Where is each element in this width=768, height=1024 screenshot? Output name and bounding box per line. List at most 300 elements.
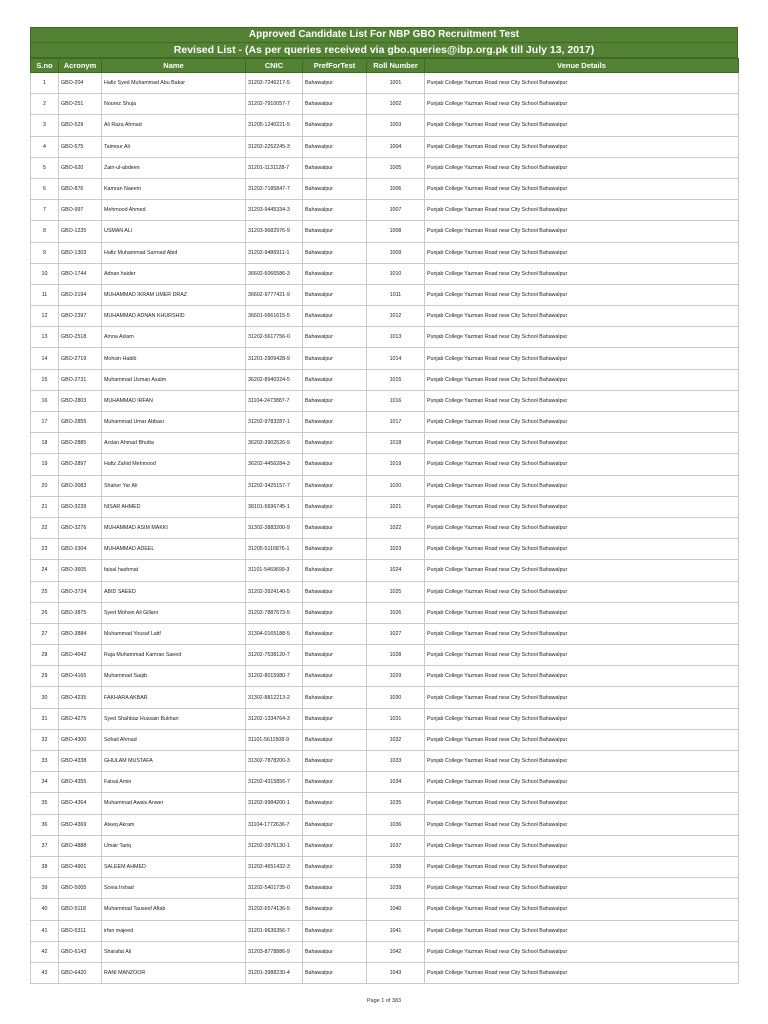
cell-roll-number: 1001 [367,73,425,94]
column-header-roll-number: Roll Number [367,59,425,73]
cell-pref-for-test: Bahawalpur [303,263,367,284]
cell-pref-for-test: Bahawalpur [303,496,367,517]
cell-acronym: GBO-4364 [59,793,102,814]
cell-roll-number: 1017 [367,412,425,433]
cell-venue-details: Punjab College Yazman Road near City School Bahawalpur [425,581,739,602]
cell-venue-details: Punjab College Yazman Road near City School Bahawalpur [425,263,739,284]
cell-sno: 4 [31,136,59,157]
cell-sno: 42 [31,941,59,962]
table-row [31,772,739,793]
table-row [31,878,739,899]
table-row [31,390,739,411]
table-row [31,539,739,560]
cell-acronym: GBO-3875 [59,602,102,623]
cell-cnic: 31202-3425157-7 [246,475,303,496]
cell-roll-number: 1020 [367,475,425,496]
cell-cnic: 31202-9486911-1 [246,242,303,263]
table-row [31,899,739,920]
cell-venue-details: Punjab College Yazman Road near City School Bahawalpur [425,962,739,983]
cell-venue-details: Punjab College Yazman Road near City School Bahawalpur [425,454,739,475]
cell-acronym: GBO-2518 [59,327,102,348]
cell-venue-details: Punjab College Yazman Road near City School Bahawalpur [425,814,739,835]
cell-name: faisal hashmat [102,560,246,581]
cell-roll-number: 1030 [367,687,425,708]
cell-cnic: 31101-5469699-3 [246,560,303,581]
cell-roll-number: 1035 [367,793,425,814]
document-subtitle: Revised List - (As per queries received via gbo.queries@ibp.org.pk till July 13, 2017) [30,43,738,58]
cell-venue-details: Punjab College Yazman Road near City School Bahawalpur [425,390,739,411]
cell-sno: 19 [31,454,59,475]
cell-name: SALEEM AHMED [102,856,246,877]
cell-pref-for-test: Bahawalpur [303,581,367,602]
cell-roll-number: 1021 [367,496,425,517]
cell-roll-number: 1014 [367,348,425,369]
cell-name: Taimour Ali [102,136,246,157]
cell-acronym: GBO-2194 [59,284,102,305]
cell-venue-details: Punjab College Yazman Road near City School Bahawalpur [425,878,739,899]
cell-name: Muhammad Yousaf Latif [102,623,246,644]
cell-roll-number: 1012 [367,306,425,327]
cell-cnic: 36601-0661615-5 [246,306,303,327]
table-row [31,306,739,327]
cell-name: Mohsin Habib [102,348,246,369]
cell-roll-number: 1003 [367,115,425,136]
cell-roll-number: 1016 [367,390,425,411]
table-row [31,369,739,390]
cell-cnic: 31203-9682976-9 [246,221,303,242]
cell-acronym: GBO-2897 [59,454,102,475]
cell-venue-details: Punjab College Yazman Road near City School Bahawalpur [425,475,739,496]
cell-acronym: GBO-5005 [59,878,102,899]
cell-cnic: 31205-1240221-5 [246,115,303,136]
cell-acronym: GBO-5311 [59,920,102,941]
cell-venue-details: Punjab College Yazman Road near City School Bahawalpur [425,517,739,538]
cell-venue-details: Punjab College Yazman Road near City School Bahawalpur [425,920,739,941]
cell-name: Nourez Shuja [102,94,246,115]
cell-name: Umair Tariq [102,835,246,856]
cell-acronym: GBO-575 [59,136,102,157]
cell-venue-details: Punjab College Yazman Road near City School Bahawalpur [425,539,739,560]
cell-sno: 24 [31,560,59,581]
cell-cnic: 31202-7910057-7 [246,94,303,115]
cell-name: Shaher Yar Ali [102,475,246,496]
cell-name: RANI MANZOOR [102,962,246,983]
cell-sno: 39 [31,878,59,899]
cell-venue-details: Punjab College Yazman Road near City School Bahawalpur [425,221,739,242]
cell-cnic: 31104-1772636-7 [246,814,303,835]
cell-pref-for-test: Bahawalpur [303,729,367,750]
cell-acronym: GBO-2731 [59,369,102,390]
cell-roll-number: 1019 [367,454,425,475]
cell-cnic: 31101-5611508-9 [246,729,303,750]
cell-cnic: 31202-3976130-1 [246,835,303,856]
cell-pref-for-test: Bahawalpur [303,454,367,475]
table-row [31,856,739,877]
cell-roll-number: 1041 [367,920,425,941]
cell-acronym: GBO-3083 [59,475,102,496]
cell-acronym: GBO-2855 [59,412,102,433]
cell-name: Mehmood Ahmed [102,200,246,221]
cell-pref-for-test: Bahawalpur [303,666,367,687]
cell-acronym: GBO-204 [59,73,102,94]
table-row [31,835,739,856]
cell-venue-details: Punjab College Yazman Road near City School Bahawalpur [425,284,739,305]
table-row [31,517,739,538]
cell-sno: 20 [31,475,59,496]
cell-acronym: GBO-3724 [59,581,102,602]
cell-name: Adnan haider [102,263,246,284]
cell-cnic: 31201-2909428-9 [246,348,303,369]
cell-acronym: GBO-4888 [59,835,102,856]
cell-cnic: 31202-2252245-3 [246,136,303,157]
cell-roll-number: 1002 [367,94,425,115]
cell-sno: 14 [31,348,59,369]
cell-pref-for-test: Bahawalpur [303,517,367,538]
table-row [31,645,739,666]
cell-cnic: 31202-8015980-7 [246,666,303,687]
cell-cnic: 31202-9984200-1 [246,793,303,814]
cell-sno: 35 [31,793,59,814]
table-row [31,941,739,962]
cell-sno: 7 [31,200,59,221]
table-row [31,920,739,941]
cell-roll-number: 1004 [367,136,425,157]
cell-pref-for-test: Bahawalpur [303,200,367,221]
cell-roll-number: 1036 [367,814,425,835]
cell-venue-details: Punjab College Yazman Road near City School Bahawalpur [425,560,739,581]
cell-sno: 1 [31,73,59,94]
cell-venue-details: Punjab College Yazman Road near City School Bahawalpur [425,645,739,666]
cell-acronym: GBO-6420 [59,962,102,983]
cell-sno: 38 [31,856,59,877]
cell-sno: 8 [31,221,59,242]
cell-sno: 15 [31,369,59,390]
cell-pref-for-test: Bahawalpur [303,390,367,411]
cell-pref-for-test: Bahawalpur [303,793,367,814]
cell-name: MUHAMMAD IRFAN [102,390,246,411]
cell-pref-for-test: Bahawalpur [303,941,367,962]
cell-sno: 16 [31,390,59,411]
cell-acronym: GBO-997 [59,200,102,221]
cell-cnic: 31203-8778886-9 [246,941,303,962]
cell-roll-number: 1018 [367,433,425,454]
cell-roll-number: 1031 [367,708,425,729]
table-row [31,581,739,602]
cell-name: Ali Raza Ahmad [102,115,246,136]
cell-sno: 22 [31,517,59,538]
table-row [31,708,739,729]
cell-venue-details: Punjab College Yazman Road near City School Bahawalpur [425,94,739,115]
cell-venue-details: Punjab College Yazman Road near City School Bahawalpur [425,157,739,178]
table-row [31,751,739,772]
cell-sno: 17 [31,412,59,433]
cell-pref-for-test: Bahawalpur [303,920,367,941]
column-header-venue-details: Venue Details [425,59,739,73]
cell-cnic: 31302-7878200-3 [246,751,303,772]
table-row [31,136,739,157]
cell-sno: 27 [31,623,59,644]
cell-roll-number: 1015 [367,369,425,390]
cell-acronym: GBO-2397 [59,306,102,327]
cell-roll-number: 1025 [367,581,425,602]
cell-roll-number: 1008 [367,221,425,242]
cell-acronym: GBO-876 [59,178,102,199]
cell-pref-for-test: Bahawalpur [303,221,367,242]
cell-venue-details: Punjab College Yazman Road near City School Bahawalpur [425,136,739,157]
cell-cnic: 31202-7538120-7 [246,645,303,666]
cell-sno: 34 [31,772,59,793]
cell-pref-for-test: Bahawalpur [303,878,367,899]
cell-acronym: GBO-620 [59,157,102,178]
cell-pref-for-test: Bahawalpur [303,369,367,390]
column-header-acronym: Acronym [59,59,102,73]
cell-pref-for-test: Bahawalpur [303,157,367,178]
table-row [31,200,739,221]
cell-name: Hafiz Syed Muhammad Abu Bakar [102,73,246,94]
cell-venue-details: Punjab College Yazman Road near City School Bahawalpur [425,412,739,433]
cell-roll-number: 1039 [367,878,425,899]
cell-pref-for-test: Bahawalpur [303,602,367,623]
cell-pref-for-test: Bahawalpur [303,284,367,305]
cell-acronym: GBO-2719 [59,348,102,369]
cell-name: Muhammad Saqib [102,666,246,687]
table-row [31,454,739,475]
cell-sno: 3 [31,115,59,136]
cell-name: Muhammad Usman Asalm [102,369,246,390]
cell-name: NISAR AHMED [102,496,246,517]
cell-cnic: 36602-9777421-9 [246,284,303,305]
cell-venue-details: Punjab College Yazman Road near City School Bahawalpur [425,772,739,793]
cell-venue-details: Punjab College Yazman Road near City School Bahawalpur [425,348,739,369]
cell-roll-number: 1037 [367,835,425,856]
table-row [31,348,739,369]
table-row [31,666,739,687]
cell-sno: 5 [31,157,59,178]
cell-cnic: 31302-8812213-2 [246,687,303,708]
cell-pref-for-test: Bahawalpur [303,475,367,496]
cell-venue-details: Punjab College Yazman Road near City School Bahawalpur [425,856,739,877]
cell-roll-number: 1032 [367,729,425,750]
table-row [31,475,739,496]
cell-sno: 13 [31,327,59,348]
table-row [31,793,739,814]
cell-sno: 37 [31,835,59,856]
table-row [31,284,739,305]
cell-acronym: GBO-4901 [59,856,102,877]
table-row [31,814,739,835]
cell-pref-for-test: Bahawalpur [303,539,367,560]
cell-venue-details: Punjab College Yazman Road near City School Bahawalpur [425,73,739,94]
cell-pref-for-test: Bahawalpur [303,751,367,772]
cell-cnic: 31304-0165188-5 [246,623,303,644]
cell-acronym: GBO-3239 [59,496,102,517]
cell-cnic: 31202-1334764-3 [246,708,303,729]
cell-cnic: 31205-5116876-1 [246,539,303,560]
cell-sno: 23 [31,539,59,560]
cell-roll-number: 1029 [367,666,425,687]
cell-name: Sharafat Ali [102,941,246,962]
cell-pref-for-test: Bahawalpur [303,772,367,793]
cell-cnic: 31201-1131128-7 [246,157,303,178]
cell-name: Faisal Amin [102,772,246,793]
cell-acronym: GBO-4275 [59,708,102,729]
cell-name: Zain-ul-abdeen [102,157,246,178]
cell-venue-details: Punjab College Yazman Road near City School Bahawalpur [425,729,739,750]
column-header-sno: S.no [31,59,59,73]
cell-cnic: 31201-9636356-7 [246,920,303,941]
cell-roll-number: 1010 [367,263,425,284]
cell-pref-for-test: Bahawalpur [303,687,367,708]
cell-venue-details: Punjab College Yazman Road near City School Bahawalpur [425,941,739,962]
table-row [31,602,739,623]
cell-acronym: GBO-3276 [59,517,102,538]
cell-cnic: 31202-7887673-5 [246,602,303,623]
page-footer: Page 1 of 383 [366,998,402,1004]
cell-pref-for-test: Bahawalpur [303,136,367,157]
cell-cnic: 31201-3988230-4 [246,962,303,983]
table-row [31,263,739,284]
cell-cnic: 36602-6066586-3 [246,263,303,284]
cell-pref-for-test: Bahawalpur [303,73,367,94]
cell-pref-for-test: Bahawalpur [303,433,367,454]
cell-pref-for-test: Bahawalpur [303,412,367,433]
cell-venue-details: Punjab College Yazman Road near City School Bahawalpur [425,602,739,623]
cell-cnic: 31202-5401735-0 [246,878,303,899]
cell-name: MUHAMMAD ASIM MAKKI [102,517,246,538]
cell-name: Amna Aslam [102,327,246,348]
cell-sno: 33 [31,751,59,772]
candidate-table [30,58,739,984]
cell-pref-for-test: Bahawalpur [303,645,367,666]
cell-venue-details: Punjab College Yazman Road near City School Bahawalpur [425,623,739,644]
cell-roll-number: 1022 [367,517,425,538]
cell-venue-details: Punjab College Yazman Road near City School Bahawalpur [425,115,739,136]
document-title: Approved Candidate List For NBP GBO Recruitment Test [30,27,738,43]
cell-name: Arslan Ahmad Bhutta [102,433,246,454]
cell-roll-number: 1013 [367,327,425,348]
cell-cnic: 31302-3883200-9 [246,517,303,538]
cell-sno: 11 [31,284,59,305]
cell-venue-details: Punjab College Yazman Road near City School Bahawalpur [425,899,739,920]
cell-acronym: GBO-2885 [59,433,102,454]
table-row [31,560,739,581]
cell-name: Muhammad Awais Anwer [102,793,246,814]
cell-sno: 9 [31,242,59,263]
cell-sno: 41 [31,920,59,941]
cell-pref-for-test: Bahawalpur [303,306,367,327]
cell-acronym: GBO-2803 [59,390,102,411]
cell-roll-number: 1006 [367,178,425,199]
table-row [31,178,739,199]
cell-cnic: 31202-4651432-3 [246,856,303,877]
cell-venue-details: Punjab College Yazman Road near City School Bahawalpur [425,306,739,327]
cell-roll-number: 1027 [367,623,425,644]
cell-name: Kamran Naeem [102,178,246,199]
table-row [31,73,739,94]
cell-pref-for-test: Bahawalpur [303,835,367,856]
cell-venue-details: Punjab College Yazman Road near City School Bahawalpur [425,793,739,814]
cell-pref-for-test: Bahawalpur [303,115,367,136]
table-row [31,623,739,644]
cell-cnic: 31202-5617756-0 [246,327,303,348]
table-row [31,496,739,517]
cell-name: GHULAM MUSTAFA [102,751,246,772]
cell-venue-details: Punjab College Yazman Road near City School Bahawalpur [425,369,739,390]
cell-name: ABID SAEED [102,581,246,602]
cell-cnic: 31202-6574136-5 [246,899,303,920]
cell-venue-details: Punjab College Yazman Road near City School Bahawalpur [425,496,739,517]
cell-name: Raja Muhammad Kamran Saeed [102,645,246,666]
cell-venue-details: Punjab College Yazman Road near City School Bahawalpur [425,178,739,199]
cell-roll-number: 1024 [367,560,425,581]
cell-acronym: GBO-4338 [59,751,102,772]
cell-acronym: GBO-4369 [59,814,102,835]
cell-acronym: GBO-4235 [59,687,102,708]
cell-roll-number: 1042 [367,941,425,962]
cell-pref-for-test: Bahawalpur [303,814,367,835]
table-row [31,729,739,750]
cell-pref-for-test: Bahawalpur [303,856,367,877]
cell-pref-for-test: Bahawalpur [303,899,367,920]
cell-pref-for-test: Bahawalpur [303,348,367,369]
cell-venue-details: Punjab College Yazman Road near City School Bahawalpur [425,433,739,454]
cell-pref-for-test: Bahawalpur [303,94,367,115]
cell-acronym: GBO-4355 [59,772,102,793]
cell-roll-number: 1043 [367,962,425,983]
cell-name: Sohail Ahmad [102,729,246,750]
cell-cnic: 36202-3902526-9 [246,433,303,454]
cell-sno: 25 [31,581,59,602]
table-row [31,242,739,263]
table-row [31,412,739,433]
cell-venue-details: Punjab College Yazman Road near City School Bahawalpur [425,200,739,221]
table-body [31,73,739,984]
cell-sno: 26 [31,602,59,623]
cell-roll-number: 1034 [367,772,425,793]
cell-sno: 12 [31,306,59,327]
cell-roll-number: 1038 [367,856,425,877]
cell-sno: 36 [31,814,59,835]
cell-pref-for-test: Bahawalpur [303,242,367,263]
cell-cnic: 31202-7185847-7 [246,178,303,199]
cell-acronym: GBO-5118 [59,899,102,920]
cell-venue-details: Punjab College Yazman Road near City School Bahawalpur [425,327,739,348]
cell-cnic: 36202-8940324-5 [246,369,303,390]
cell-sno: 6 [31,178,59,199]
column-header-name: Name [102,59,246,73]
cell-venue-details: Punjab College Yazman Road near City School Bahawalpur [425,751,739,772]
cell-roll-number: 1026 [367,602,425,623]
cell-roll-number: 1023 [367,539,425,560]
cell-name: USMAN ALI [102,221,246,242]
candidate-list-sheet [30,27,738,984]
cell-name: Syed Mohsin Ali Gillani [102,602,246,623]
cell-name: Syed Shahbaz Hussain Bukhari [102,708,246,729]
cell-roll-number: 1011 [367,284,425,305]
cell-sno: 21 [31,496,59,517]
cell-acronym: GBO-3304 [59,539,102,560]
cell-pref-for-test: Bahawalpur [303,560,367,581]
cell-name: Sonia Irshad [102,878,246,899]
cell-acronym: GBO-1235 [59,221,102,242]
cell-pref-for-test: Bahawalpur [303,962,367,983]
table-row [31,687,739,708]
cell-name: Hafiz Muhammad Sarmad Abid [102,242,246,263]
cell-acronym: GBO-1744 [59,263,102,284]
cell-acronym: GBO-529 [59,115,102,136]
table-row [31,157,739,178]
cell-pref-for-test: Bahawalpur [303,327,367,348]
